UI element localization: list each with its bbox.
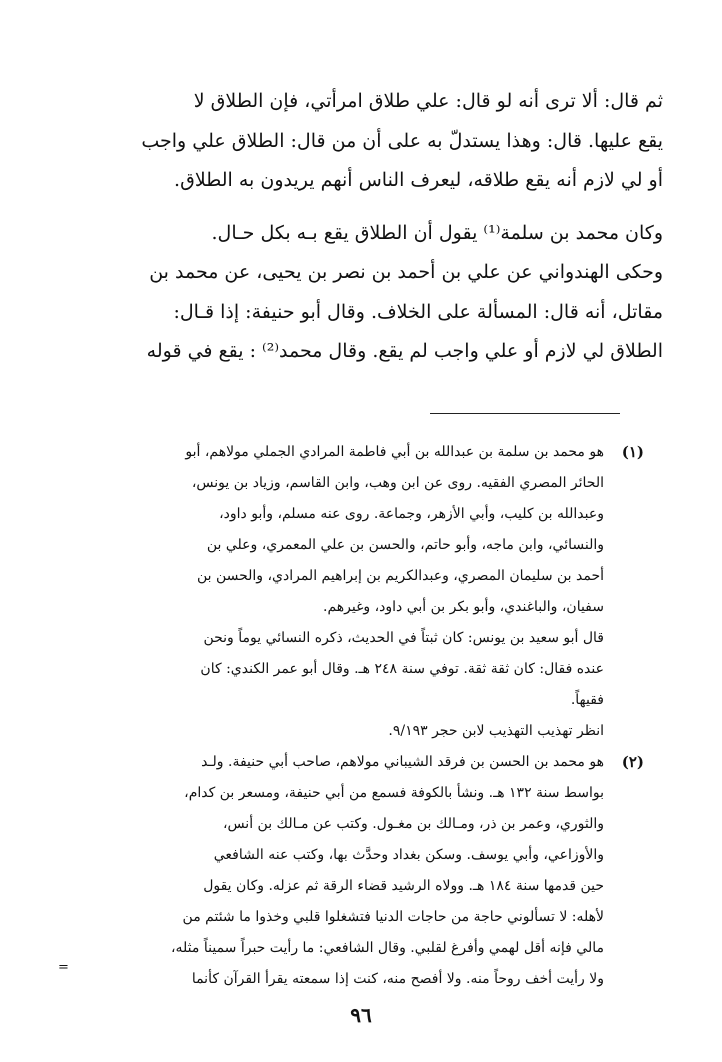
footnote-number: (١) [621, 443, 644, 461]
footnote-line: والنسائي، وابن ماجه، وأبو حاتم، والحسن بن علي المعمري، وعلي بن [206, 537, 604, 553]
footnote-line: عنده فقال: كان ثقة ثقة. توفي سنة ٢٤٨ هـ. وقال أبو عمر الكندي: كان [200, 661, 604, 677]
main-text-line: وكان محمد بن سلمة⁽¹⁾ يقول أن الطلاق يقع بـه بكل حـال. [211, 221, 663, 244]
page-number: ٩٦ [350, 1003, 372, 1027]
footnote-line: والثوري، وعمر بن ذر، ومـالك بن مغـول. وكتب عن مـالك بن أنس، [222, 816, 604, 832]
main-text-line: ثم قال: ألا ترى أنه لو قال: علي طلاق امرأتي، فإن الطلاق لا [193, 90, 663, 112]
footnote-line: أحمد بن سليمان المصري، وعبدالكريم بن إبراهيم المرادي، والحسن بن [196, 568, 604, 584]
footnote-number: (٢) [621, 753, 644, 771]
footnote-line: مالي فإنه أقل لهمي وأفرغ لقلبي. وقال الشافعي: ما رأيت حبراً سميناً مثله، [171, 940, 604, 956]
main-text-line: أو لي لازم أنه يقع طلاقه، ليعرف الناس أنهم يريدون به الطلاق. [174, 169, 663, 191]
footnote [76, 437, 644, 747]
footnote-line: هو محمد بن الحسن بن فرقد الشيباني مولاهم، صاحب أبي حنيفة. ولـد [201, 754, 604, 770]
footnote-line: والأوزاعي، وأبي يوسف. وسكن بغداد وحدَّث بها، وكتب عنه الشافعي [213, 847, 604, 863]
main-text-line: وحكى الهندواني عن علي بن أحمد بن نصر بن يحيى، عن محمد بن [149, 261, 663, 283]
footnote-line: وعبدالله بن كليب، وأبي الأزهر، وجماعة. روى عنه مسلم، وأبو داود، [219, 506, 604, 522]
footnote-line: الحائر المصري الفقيه. روى عن ابن وهب، وابن القاسم، وزياد بن يونس، [191, 475, 604, 491]
footnote [76, 747, 644, 995]
main-text-line: مقاتل، أنه قال: المسألة على الخلاف. وقال أبو حنيفة: إذا قـال: [173, 300, 663, 323]
continuation-mark: = [58, 960, 69, 975]
footnote-line: قال أبو سعيد بن يونس: كان ثبتاً في الحديث، ذكره النسائي يوماً ونحن [203, 630, 604, 646]
main-text-line: يقع عليها. قال: وهذا يستدلّ به على أن من قال: الطلاق علي واجب [141, 129, 663, 152]
footnote-line: سفيان، والباغندي، وأبو بكر بن أبي داود، وغيرهم. [323, 599, 604, 615]
footnote-line: ولا رأيت أخف روحاً منه. ولا أفصح منه، كنت إذا سمعته يقرأ القرآن كأنما [191, 971, 604, 987]
footnote-separator [430, 413, 620, 414]
footnote-line: فقيهاً. [570, 692, 604, 708]
footnote-line: حين قدمها سنة ١٨٤ هـ. وولاه الرشيد قضاء الرقة ثم عزله. وكان يقول [203, 878, 604, 894]
main-text [78, 82, 663, 372]
footnote-line: انظر تهذيب التهذيب لابن حجر ٩/١٩٣. [388, 723, 604, 739]
footnote-line: لأهله: لا تسألوني حاجة من حاجات الدنيا فتشغلوا قلبي وخذوا ما شئتم من [182, 909, 604, 925]
main-text-line: الطلاق لي لازم أو علي واجب لم يقع. وقال محمد⁽²⁾ : يقع في قوله [146, 340, 663, 362]
footnotes [76, 437, 644, 995]
footnote-line: بواسط سنة ١٣٢ هـ. ونشأ بالكوفة فسمع من أبي حنيفة، ومسعر بن كدام، [184, 785, 604, 801]
footnote-line: هو محمد بن سلمة بن عبدالله بن أبي فاطمة المرادي الجملي مولاهم، أبو [185, 444, 604, 460]
